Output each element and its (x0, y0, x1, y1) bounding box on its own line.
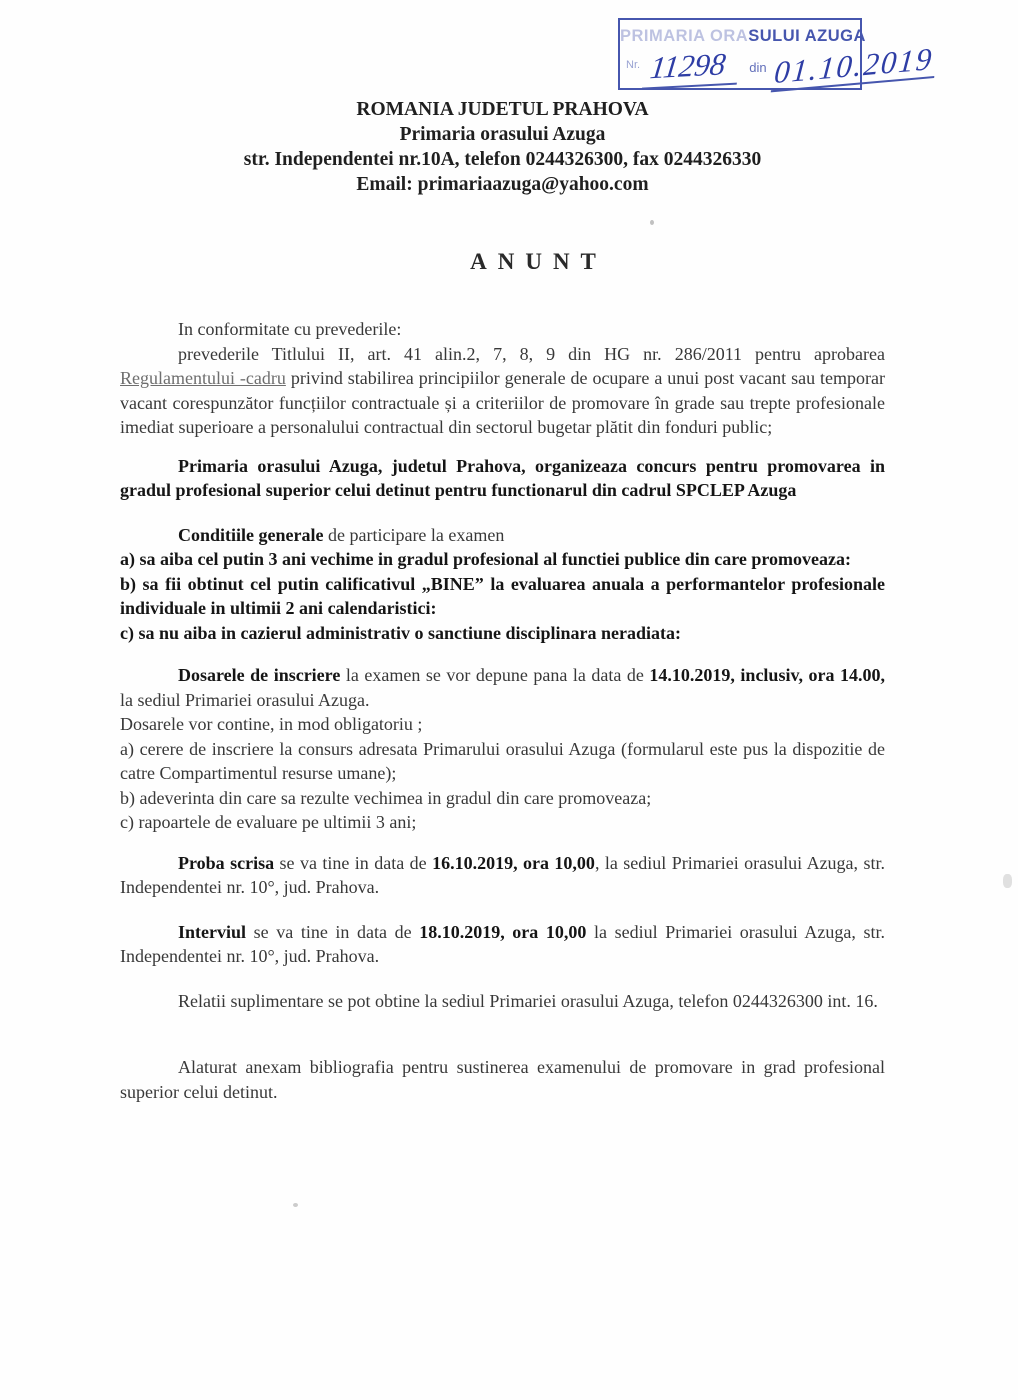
paragraph-conditii-heading (120, 523, 885, 548)
regulament-link-text: Regulamentului -cadru (120, 368, 286, 388)
stamp-nr-label: Nr. (626, 59, 641, 71)
paragraph-dosare-deadline (120, 663, 885, 712)
paragraph-relatii-suplimentare: Relatii suplimentare se pot obtine la sediul Primariei orasului Azuga, telefon 0244326300 int. 16. (178, 990, 878, 1011)
paragraph-legal-basis (120, 342, 885, 440)
scan-artifact (650, 220, 654, 225)
interviu-text-1: se va tine in data de (246, 921, 420, 942)
letterhead (120, 97, 885, 197)
letterhead-address-phone: str. Independentei nr.10A, telefon 0244326300, fax 0244326330 (243, 149, 762, 170)
condition-item-c: c) sa nu aiba in cazierul administrativ o sanctiune disciplinara neradiata: (120, 622, 682, 643)
condition-item-a: a) sa aiba cel putin 3 ani vechime in gradul profesional al functiei publice din care promoveaza: (120, 549, 852, 569)
scan-artifact (293, 1203, 298, 1207)
stamp-din-label: din (749, 60, 767, 75)
handwritten-registration-number: 11298 (642, 47, 742, 89)
stamp-title-faded-part: PRIMARIA ORA (620, 27, 749, 45)
handwritten-registration-date: 01.10.2019 (770, 43, 936, 93)
legal-basis-text-1: prevederile Titlului II, art. 41 alin.2, 7, 8, 9 din HG nr. 286/2011 pentru aprobarea (178, 343, 885, 364)
interviu-date: 18.10.2019, ora 10,00 (419, 921, 587, 942)
document-item-a: a) cerere de inscriere la consurs adresata Primarului orasului Azuga (formularul este pus la dispozitie de catre Compartimentul resurse umane); (120, 738, 885, 783)
document-item-c: c) rapoartele de evaluare pe ultimii 3 ani; (120, 812, 417, 832)
dosare-bold-label: Dosarele de inscriere (178, 665, 341, 685)
legal-basis-text-2: privind stabilirea principiilor generale de ocupare a unui post vacant sau temporar vacant corespunzător funcțiilor contractuale și a criteriilor de promovare în grade sau trepte profesionale imediat superioare a personalului contractual din sectorul bugetar plătit din fonduri public; (120, 368, 885, 437)
proba-scrisa-date: 16.10.2019, ora 10,00 (432, 852, 595, 873)
scan-artifact (1003, 874, 1012, 888)
interviu-text-2: la sediul Primariei orasului Azuga, str. Independentei nr. 10°, jud. Prahova. (120, 921, 885, 966)
letterhead-email: Email: primariaazuga@yahoo.com (356, 174, 649, 195)
paragraph-concurs-announcement: Primaria orasului Azuga, judetul Prahova, organizeaza concurs pentru promovarea in gradul profesional superior celui detinut pentru functionarul din cadrul SPCLEP Azuga (120, 455, 885, 500)
condition-item-b: b) sa fii obtinut cel putin calificativul „BINE” la evaluarea anuala a performantelor profesionale individuale in ultimii 2 ani calendaristici: (120, 573, 885, 618)
proba-text-2: , la sediul Primariei orasului Azuga, str. Independentei nr. 10°, jud. Prahova. (120, 852, 885, 897)
paragraph-proba-scrisa (120, 851, 885, 900)
dosare-text-1: la examen se vor depune pana la data de (340, 665, 650, 685)
paragraph-intro: In conformitate cu prevederile: (178, 319, 402, 339)
paragraph-interviu (120, 920, 885, 969)
proba-text-1: se va tine in data de (274, 852, 433, 873)
paragraph-dosare-contents-intro: Dosarele vor contine, in mod obligatoriu ; (120, 714, 423, 734)
page-title: ANUNT (470, 249, 607, 274)
dosare-text-2: la sediul Primariei orasului Azuga. (120, 689, 370, 710)
conditii-heading-rest: de participare la examen (323, 524, 505, 545)
letterhead-country-county: ROMANIA JUDETUL PRAHOVA (356, 99, 649, 120)
document-content (120, 0, 885, 1104)
letterhead-institution: Primaria orasului Azuga (399, 124, 606, 145)
stamp-title-clear-part: SULUI AZUGA (748, 27, 866, 45)
paragraph-bibliografie: Alaturat anexam bibliografia pentru sustinerea examenului de promovare in grad profesional superior celui detinut. (120, 1057, 885, 1102)
interviu-label: Interviul (178, 921, 247, 942)
dosare-deadline-date: 14.10.2019, inclusiv, ora 14.00, (649, 665, 885, 685)
conditii-heading-bold: Conditiile generale (178, 524, 324, 545)
proba-scrisa-label: Proba scrisa (178, 852, 275, 873)
document-item-b: b) adeverinta din care sa rezulte vechimea in gradul din care promoveaza; (120, 787, 652, 808)
